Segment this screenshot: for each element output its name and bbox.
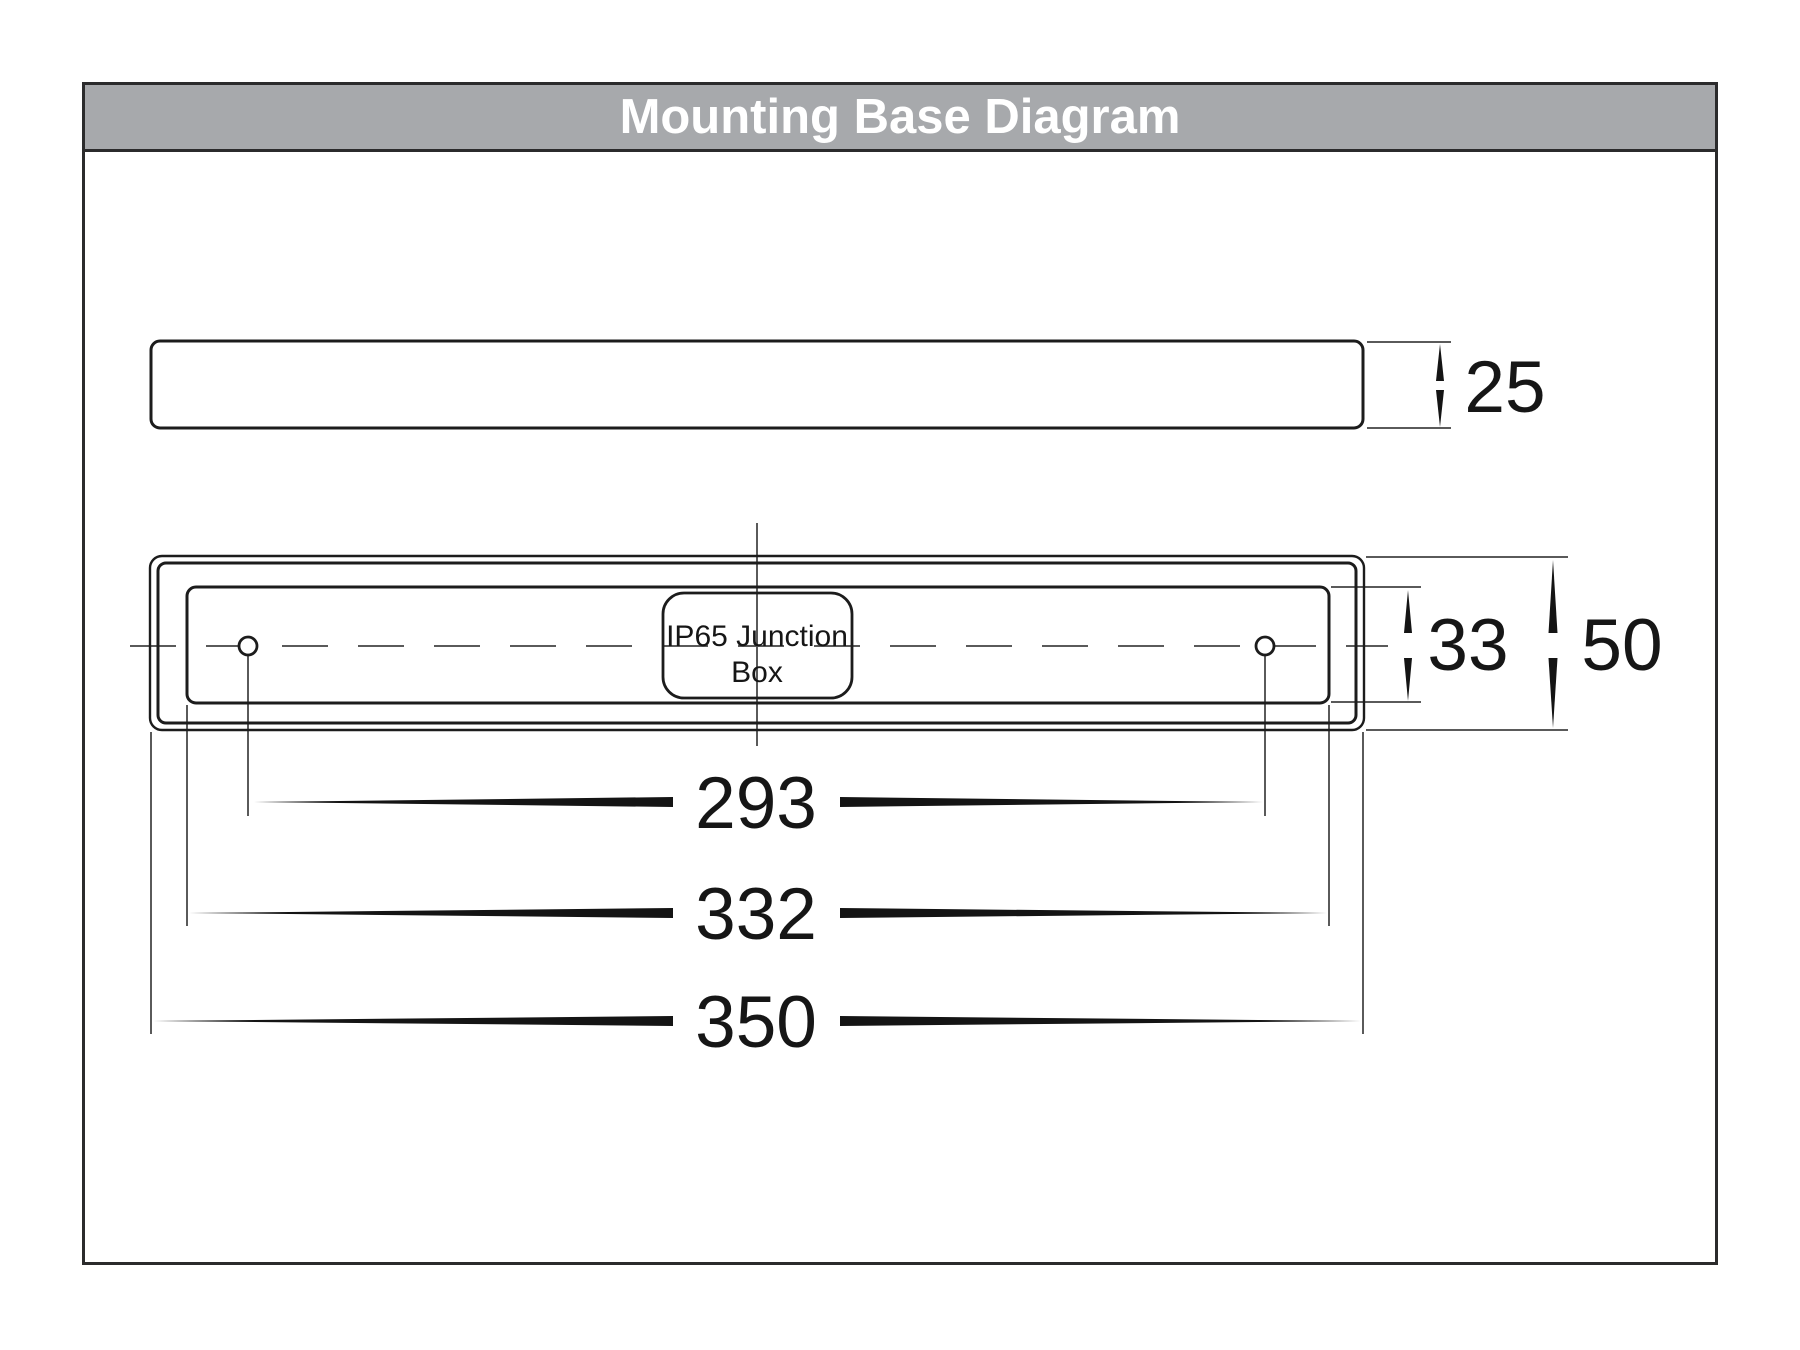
arrow-293-right <box>840 797 1263 807</box>
side-view-base-rect <box>151 341 1363 428</box>
arrow-350-left <box>153 1016 673 1026</box>
arrow-332-right <box>840 908 1327 918</box>
junction-box-label-line2: Box <box>731 656 783 689</box>
mounting-hole-right <box>1256 637 1274 655</box>
dim-base-height: 50 <box>1581 605 1663 686</box>
arrow-293-left <box>250 797 673 807</box>
arrow-50-down <box>1549 658 1558 728</box>
dim-backplate-width: 332 <box>695 874 817 955</box>
arrow-50-up <box>1549 560 1558 633</box>
arrow-332-left <box>189 908 673 918</box>
dim-base-width: 350 <box>695 982 817 1063</box>
arrow-33-down <box>1404 658 1412 701</box>
junction-box-label-line1: IP65 Junction <box>666 620 848 653</box>
mounting-hole-left <box>239 637 257 655</box>
arrow-25-down <box>1436 390 1444 427</box>
arrow-25-up <box>1436 344 1444 381</box>
arrow-33-up <box>1404 590 1412 633</box>
dim-backplate-height: 33 <box>1427 605 1509 686</box>
diagram-title: Mounting Base Diagram <box>619 90 1181 144</box>
dimension-arrows <box>153 344 1558 1026</box>
dim-base-thickness: 25 <box>1464 347 1546 428</box>
dim-hole-spacing: 293 <box>695 763 817 844</box>
arrow-350-right <box>840 1016 1361 1026</box>
